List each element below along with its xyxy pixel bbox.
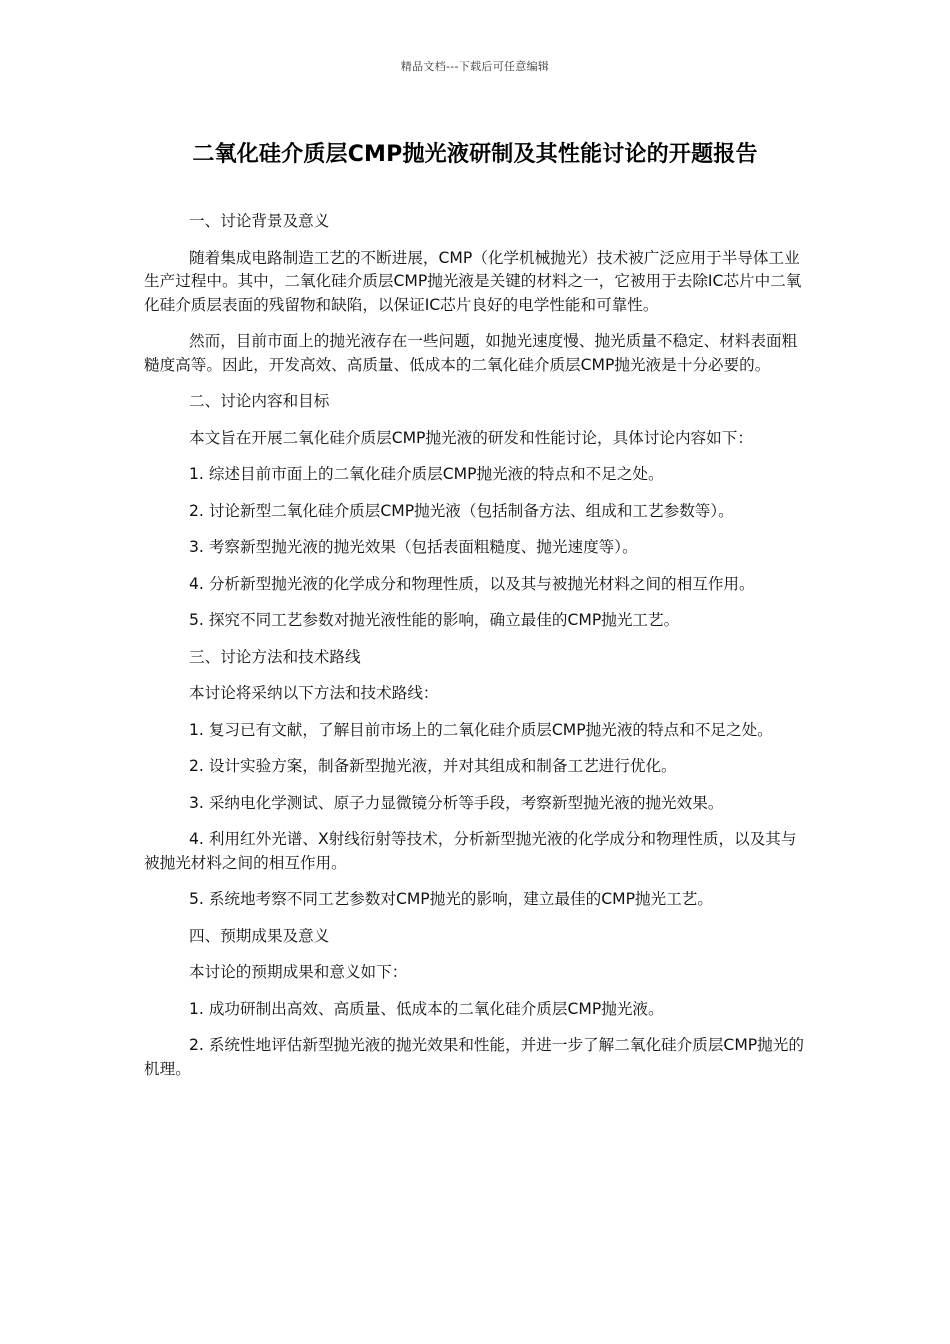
- list-item: 2. 系统性地评估新型抛光液的抛光效果和性能，并进一步了解二氧化硅介质层CMP抛光的机理。: [144, 1036, 804, 1078]
- list-item: 2. 讨论新型二氧化硅介质层CMP抛光液（包括制备方法、组成和工艺参数等）。: [189, 501, 734, 520]
- list-item: 4. 分析新型抛光液的化学成分和物理性质，以及其与被抛光材料之间的相互作用。: [189, 574, 755, 593]
- list-item: 1. 综述目前市面上的二氧化硅介质层CMP抛光液的特点和不足之处。: [189, 465, 664, 483]
- paragraph: 然而，目前市面上的抛光液存在一些问题，如抛光速度慢、抛光质量不稳定、材料表面粗糙度高等。因此，开发高效、高质量、低成本的二氧化硅介质层CMP抛光液是十分必要的。: [144, 332, 798, 374]
- document-title: 二氧化硅介质层CMP抛光液研制及其性能讨论的开题报告: [192, 142, 758, 167]
- list-item: 3. 采纳电化学测试、原子力显微镜分析等手段，考察新型抛光液的抛光效果。: [189, 793, 724, 812]
- list-item: 1. 成功研制出高效、高质量、低成本的二氧化硅介质层CMP抛光液。: [189, 999, 664, 1018]
- list-item: 3. 考察新型抛光液的抛光效果（包括表面粗糙度、抛光速度等）。: [189, 538, 638, 556]
- list-item: 4. 利用红外光谱、X射线衍射等技术，分析新型抛光液的化学成分和物理性质，以及其与被抛光材料之间的相互作用。: [144, 830, 797, 872]
- section-heading-outcomes: 四、预期成果及意义: [189, 926, 330, 945]
- section-heading-methods: 三、讨论方法和技术路线: [189, 647, 361, 666]
- list-item: 5. 探究不同工艺参数对抛光液性能的影响，确立最佳的CMP抛光工艺。: [189, 611, 680, 629]
- document-body: [144, 210, 808, 1094]
- paragraph: 本讨论将采纳以下方法和技术路线：: [189, 684, 439, 702]
- paragraph: 本文旨在开展二氧化硅介质层CMP抛光液的研发和性能讨论，具体讨论内容如下：: [189, 428, 753, 447]
- page-header: 精品文档---下载后可任意编辑: [400, 60, 550, 73]
- paragraph: 本讨论的预期成果和意义如下：: [189, 963, 408, 981]
- paragraph: 随着集成电路制造工艺的不断进展，CMP（化学机械抛光）技术被广泛应用于半导体工业生产过程中。其中，二氧化硅介质层CMP抛光液是关键的材料之一，它被用于去除IC芯片中二氧化硅介质层表面的残留物和缺陷，以保证IC芯片良好的电学性能和可靠性。: [144, 248, 802, 314]
- section-heading-content-goals: 二、讨论内容和目标: [189, 392, 330, 410]
- list-item: 5. 系统地考察不同工艺参数对CMP抛光的影响，建立最佳的CMP抛光工艺。: [189, 890, 713, 908]
- list-item: 1. 复习已有文献，了解目前市场上的二氧化硅介质层CMP抛光液的特点和不足之处。: [189, 720, 773, 739]
- section-heading-background: 一、讨论背景及意义: [189, 212, 330, 230]
- list-item: 2. 设计实验方案，制备新型抛光液，并对其组成和制备工艺进行优化。: [189, 757, 677, 775]
